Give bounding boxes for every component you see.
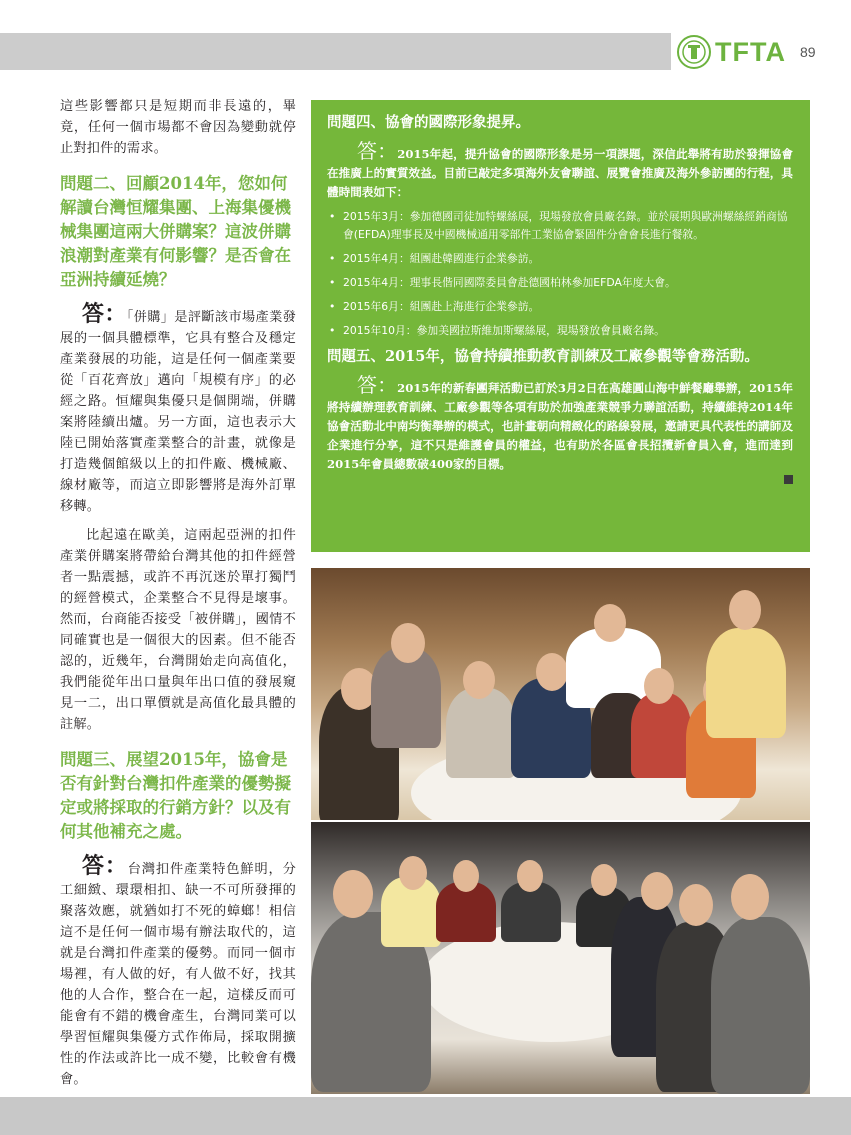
person-head <box>453 860 479 892</box>
answer-two-paragraph-1 <box>60 301 297 517</box>
question-four-heading: 問題四、協會的國際形象提昇。 <box>327 114 530 131</box>
list-item: • 2015年4月：理事長偕同國際委員會赴德國柏林參加EFDA年度大會。 <box>327 274 793 292</box>
person-head <box>517 860 543 892</box>
person-head <box>391 623 425 663</box>
person-head <box>399 856 427 890</box>
answer-label: 答： <box>357 139 398 163</box>
person-head <box>731 874 769 920</box>
answer-label: 答： <box>82 853 128 879</box>
tfta-seal-icon <box>677 35 711 69</box>
question-two-heading: 問題二、回顧2014年，您如何解讀台灣恒耀集團、上海集優機械集團這兩大併購案？這波併購浪潮對產業有何影響？是否會在亞洲持續延燒？ <box>60 174 291 289</box>
answer-two-paragraph-2: 比起遠在歐美，這兩起亞洲的扣件產業併購案將帶給台灣其他的扣件經營者一點震撼，或許不再沉迷於單打獨鬥的經營模式，企業整合不見得是壞事。然而，台商能否接受「被併購」，國情不同確實也是一個很大的因素。但不能否認的，近幾年，台灣開始走向高值化，我們能從年出口量與年出口值的發展窺見一二，出口單價就是高值化最具體的註解。 <box>60 528 296 732</box>
person-head <box>463 661 495 699</box>
international-image-box <box>311 100 810 552</box>
person-head <box>594 604 626 642</box>
list-item: • 2015年10月：參加美國拉斯維加斯螺絲展，現場發放會員廠名錄。 <box>327 322 793 340</box>
person-head <box>536 653 568 691</box>
person <box>446 688 516 778</box>
person-head <box>644 668 674 704</box>
person-head <box>641 872 673 910</box>
header-logo-area <box>671 30 851 74</box>
answer-three-text: 台灣扣件產業特色鮮明，分工細緻、環環相扣、缺一不可所發揮的聚落效應，就猶如打不死的蟑螂！相信這不是任何一個市場有辦法取代的，這就是台灣扣件產業的優勢。而同一個市場裡，有人做的好，有人做不好，找其他的人合作，整合在一起，這樣反而可能會有不錯的機會產生，台灣同業可以學習恒耀與集優方式作佈局，採取開擴性的作法或許比一成不變，比較會有機會。 <box>60 862 296 1087</box>
group-dinner-photo-1 <box>311 568 810 820</box>
logo-text: TFTA <box>715 36 786 67</box>
answer-four-paragraph <box>327 139 793 202</box>
answer-two-text-1: 「併購」是評斷該市場產業發展的一個具體標準，它具有整合及穩定產業發展的功能，這是任何一個產業要從「百花齊放」邁向「規模有序」的必經之路。恒耀與集優只是個開端，併購案將陸續出爐。另一方面，這也表示大陸已開始落實產業整合的計畫，就像是打造幾個館級以上的扣件廠、機械廠、線材廠等，而這立即影響將是海外訂單移轉。 <box>60 310 297 514</box>
left-column <box>60 96 296 1090</box>
person <box>706 628 786 738</box>
answer-five-text: 2015年的新春團拜活動已訂於3月2日在高雄圓山海中鮮餐廳舉辦，2015年將持續辦理教育訓練、工廠參觀等各項有助於加強產業競爭力聯誼活動，持續維持2014年協會活動北中南均衡舉辦的模式，也計畫朝向精緻化的路線發展，邀請更具代表性的講師及企業進行分享，這不只是維護會員的權益，也有助於各區會長招攬新會員入會，進而達到2015年會員總數破400家的目標。 <box>327 381 794 471</box>
answer-label: 答： <box>357 373 398 397</box>
list-item: • 2015年6月：組團赴上海進行企業參訪。 <box>327 298 793 316</box>
question-five-heading: 問題五、2015年，協會持續推動教育訓練及工廠參觀等會務活動。 <box>327 348 759 365</box>
answer-three-paragraph <box>60 853 296 1090</box>
person-head <box>729 590 761 630</box>
page-number: 89 <box>799 44 816 60</box>
person <box>711 917 810 1094</box>
answer-four-text: 2015年起，提升協會的國際形象是另一項課題，深信此舉將有助於發揮協會在推廣上的實質效益。目前已敲定多項海外友會聯誼、展覽會推廣及海外參訪團的行程，具體時間表如下： <box>327 147 793 199</box>
schedule-list <box>327 208 793 340</box>
person-head <box>679 884 713 926</box>
intro-paragraph: 這些影響都只是短期而非長遠的，畢竟，任何一個市場都不會因為變動就停止對扣件的需求。 <box>60 99 296 156</box>
group-dinner-photo-2 <box>311 822 810 1094</box>
footer-band <box>0 1097 851 1135</box>
person-head <box>333 870 373 918</box>
person <box>371 648 441 748</box>
list-item: • 2015年3月：參加德國司徒加特螺絲展，現場發放會員廠名錄。並於展期與歐洲螺絲經銷商協會(EFDA)理事長及中國機械通用零部件工業協會緊固件分會會長進行餐敘。 <box>327 208 793 244</box>
answer-label: 答： <box>82 301 127 327</box>
person <box>631 693 691 778</box>
person-head <box>591 864 617 896</box>
question-three-heading: 問題三、展望2015年，協會是否有針對台灣扣件產業的優勢擬定或將採取的行銷方針？以及有何其他補充之處。 <box>60 750 291 841</box>
end-mark-icon <box>784 475 793 484</box>
answer-five-paragraph <box>327 373 794 474</box>
list-item: • 2015年4月：組團赴韓國進行企業參訪。 <box>327 250 793 268</box>
